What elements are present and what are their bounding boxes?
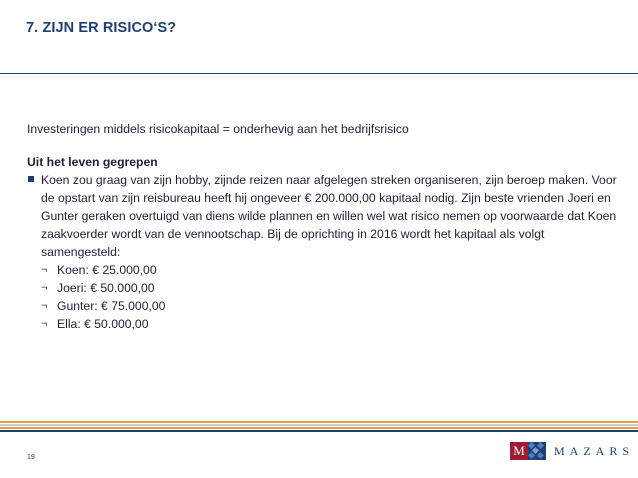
bullet-item	[27, 171, 617, 261]
footer-stripe	[0, 424, 638, 426]
list-item-text: Koen: € 25.000,00	[57, 263, 157, 277]
footer-stripe	[0, 430, 638, 432]
logo-letter: M	[510, 442, 528, 460]
list-item-text: Joeri: € 50.000,00	[57, 281, 155, 295]
footer-stripes	[0, 421, 638, 433]
footer-stripe	[0, 427, 638, 429]
capital-list	[27, 261, 617, 333]
mazars-logo	[510, 442, 634, 460]
footer-stripe	[0, 421, 638, 423]
list-item-text: Gunter: € 75.000,00	[57, 299, 166, 313]
sub-bullet-icon: ¬	[41, 318, 48, 330]
slide-title: 7. ZIJN ER RISICO‘S?	[26, 20, 177, 36]
title-divider	[0, 73, 638, 74]
list-item	[27, 261, 617, 279]
sub-bullet-icon: ¬	[41, 300, 48, 312]
list-item-text: Ella: € 50.000,00	[57, 317, 149, 331]
logo-mosaic-icon	[528, 442, 546, 460]
list-item	[27, 315, 617, 333]
sub-bullet-icon: ¬	[41, 264, 48, 276]
sub-bullet-icon: ¬	[41, 282, 48, 294]
page-number: 19	[27, 454, 35, 461]
list-item	[27, 297, 617, 315]
logo-text: MAZARS	[554, 443, 635, 458]
bullet-text: Koen zou graag van zijn hobby, zijnde reizen naar afgelegen streken organiseren, zijn beroep maken. Voor de opstart van zijn reisbureau heeft hij ongeveer € 200.000,00 kapitaal nodig. Zijn beste vrienden Joeri en Gunter geraken overtuigd van diens wilde plannen en willen wel wat risico nemen op voorwaarde dat Koen zaakvoerder wordt van de vennootschap. Bij de oprichting in 2016 wordt het kapitaal als volgt samengesteld:	[41, 173, 617, 259]
square-bullet-icon	[28, 176, 34, 182]
slide-content	[27, 120, 617, 333]
subheading: Uit het leven gegrepen	[27, 155, 158, 169]
intro-text: Investeringen middels risicokapitaal = onderhevig aan het bedrijfsrisico	[27, 122, 409, 136]
list-item	[27, 279, 617, 297]
